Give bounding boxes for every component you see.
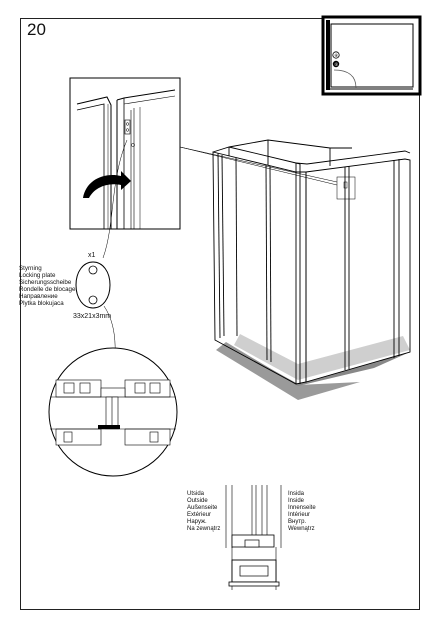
locking-plate-icon [76,262,110,308]
part-name-list [19,265,75,307]
inside-label-de: Innenseite [288,505,316,511]
part-name-pl: Plytka blokujaca [19,300,64,307]
inside-label-list [288,491,316,533]
plan-view-inset [323,17,420,94]
corner-detail-inset [70,78,180,229]
plan-callout-a: ⑧ [334,53,339,58]
part-name-fr: Rondelle de blocage [19,286,76,293]
part-name-en: Locking plate [19,272,56,279]
step-number: 20 [27,20,46,39]
part-name-de: Sicherungsscheibe [19,279,72,286]
inside-label-en: Inside [288,498,305,504]
outside-label-en: Outside [187,498,208,504]
profile-section-circle [49,348,177,476]
outside-label-list [187,491,220,533]
plan-callout-b: ⑨ [334,62,339,67]
inside-label-ru: Внутр. [288,519,307,525]
part-quantity: x1 [88,252,96,259]
outside-label-pl: Na zewnątrz [187,526,221,532]
inside-label-sv: Insida [288,491,305,497]
part-dimensions: 33x21x3mm [73,313,112,320]
part-name-ru: Направление [19,293,58,300]
outside-label-de: Außenseite [187,505,218,511]
inside-label-fr: Intérieur [288,512,311,518]
outside-label-ru: Наруж. [187,519,207,525]
inside-label-pl: Wewnątrz [288,526,315,532]
bottom-profile-section [226,485,281,590]
outside-label-fr: Extérieur [187,512,212,518]
outside-label-sv: Utsida [187,491,205,497]
part-name-sv: Styrning [19,265,42,272]
